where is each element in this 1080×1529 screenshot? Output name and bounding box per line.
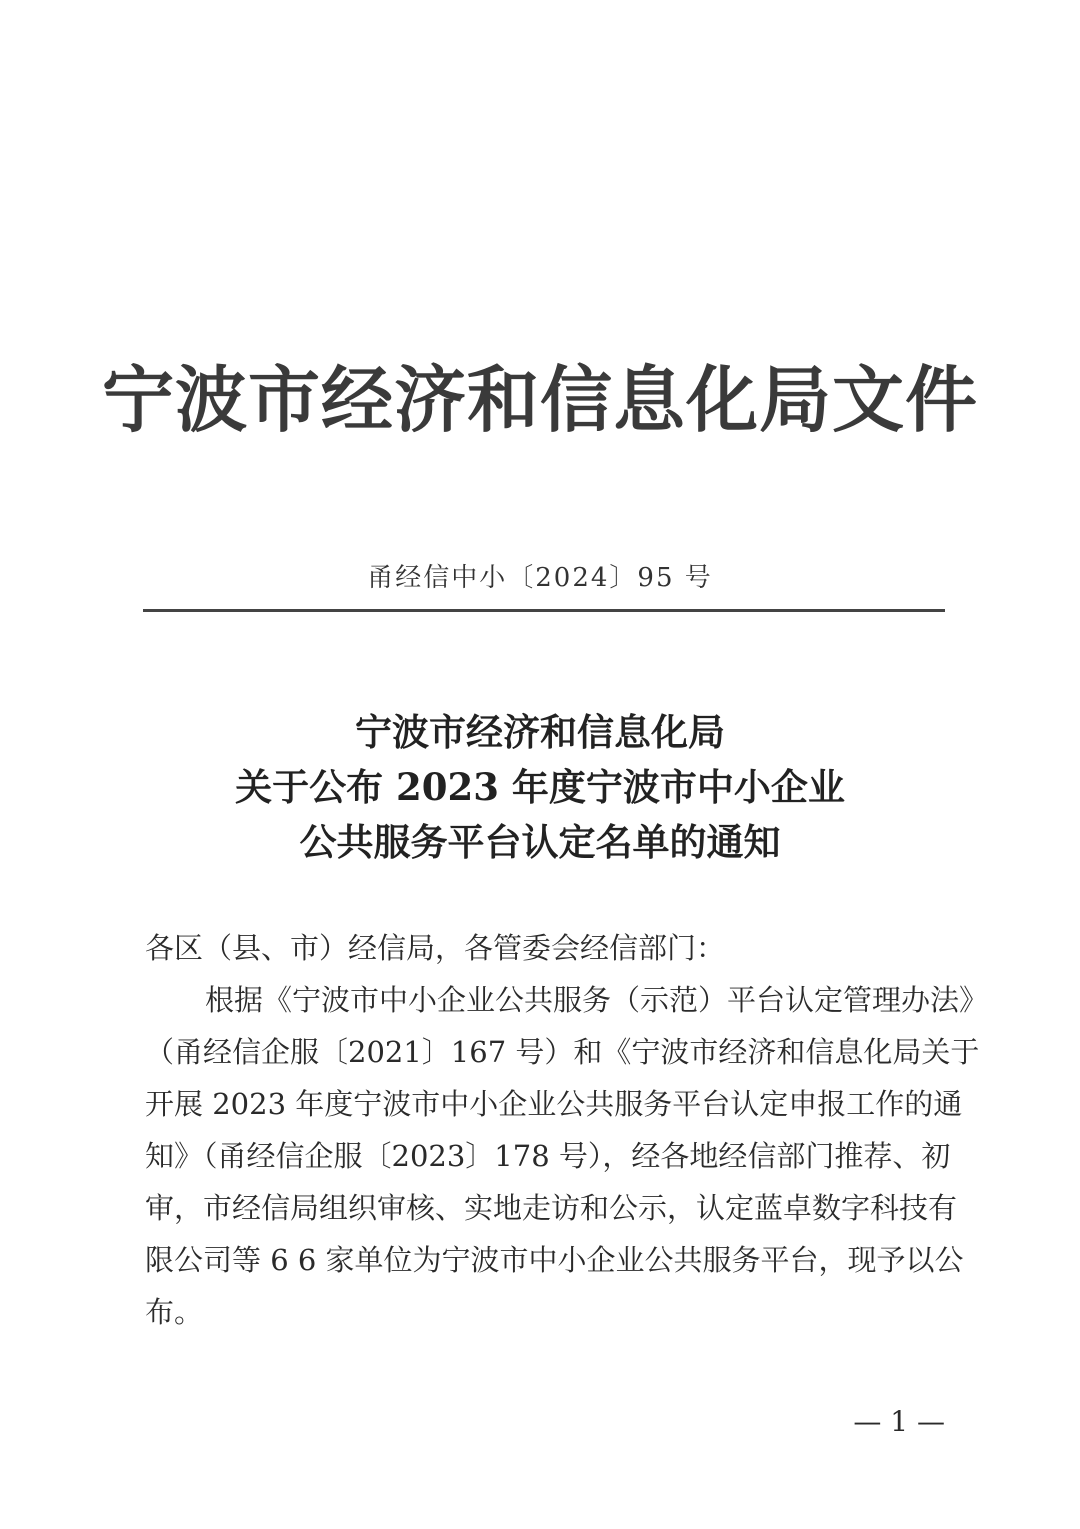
recipients-line: 各区（县、市）经信局，各管委会经信部门： — [145, 931, 726, 965]
body-paragraph — [145, 974, 989, 1338]
body-line: 限公司等 6 6 家单位为宁波市中小企业公共服务平台，现予以公 — [145, 1243, 964, 1277]
notice-title — [0, 705, 1080, 870]
body-line: 布。 — [145, 1295, 204, 1329]
page-number: — 1 — — [853, 1405, 945, 1438]
body-line: 根据《宁波市中小企业公共服务（示范）平台认定管理办法》 — [205, 983, 989, 1017]
body-line: （甬经信企服〔2021〕167 号）和《宁波市经济和信息化局关于 — [145, 1035, 980, 1069]
masthead-title: 宁波市经济和信息化局文件 — [101, 357, 978, 442]
title-line: 公共服务平台认定名单的通知 — [299, 820, 781, 864]
document-number: 甬经信中小〔2024〕95 号 — [367, 563, 713, 593]
body-line: 知》（甬经信企服〔2023〕178 号），经各地经信部门推荐、初 — [145, 1139, 951, 1173]
body-line: 开展 2023 年度宁波市中小企业公共服务平台认定申报工作的通 — [145, 1087, 963, 1121]
title-line: 宁波市经济和信息化局 — [355, 710, 725, 754]
body-line: 审，市经信局组织审核、实地走访和公示，认定蓝卓数字科技有 — [145, 1191, 958, 1225]
header-divider — [143, 609, 945, 612]
title-line: 关于公布 2023 年度宁波市中小企业 — [235, 765, 845, 809]
